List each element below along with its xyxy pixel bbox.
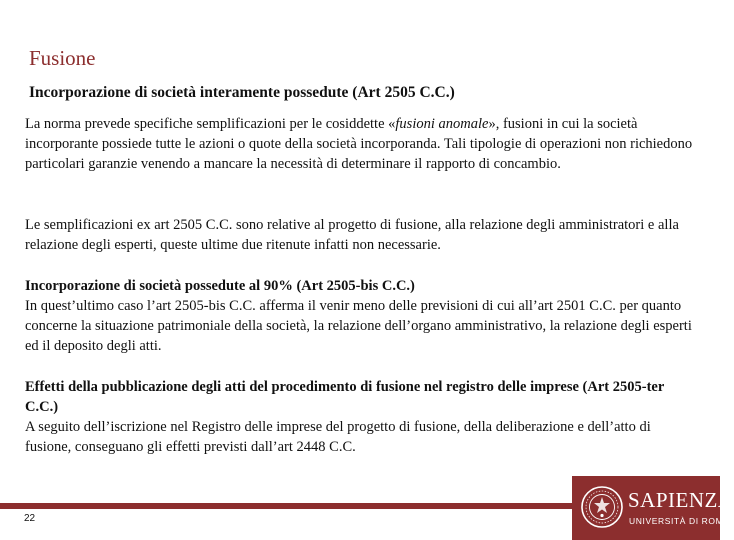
paragraph-text-after: », fusioni in cui la società incorporante possiede tutte le azioni o quote della società incorporanda. Tali tipologie di operazioni non richiedono particolari garanzie venendo a mancare la necessità di determinare il rapporto di concambio. xyxy=(25,116,693,172)
page-number: 22 xyxy=(24,513,36,524)
section-register-effects xyxy=(25,377,697,457)
section-text: A seguito dell’iscrizione nel Registro delle imprese del progetto di fusione, della deliberazione e dell’atto di fusione, conseguano gli effetti previsti dall’art 2448 C.C. xyxy=(25,419,651,455)
logo-name: SAPIENZA xyxy=(628,488,734,512)
paragraph-anomalous-mergers xyxy=(25,114,697,174)
section-heading: Incorporazione di società possedute al 90% (Art 2505-bis C.C.) xyxy=(25,278,415,294)
paragraph-text-before: La norma prevede specifiche semplificazioni per le cosiddette « xyxy=(25,116,396,132)
footer-divider xyxy=(0,503,572,509)
slide-subtitle: Incorporazione di società interamente possedute (Art 2505 C.C.) xyxy=(29,84,455,101)
paragraph-emphasis: fusioni anomale xyxy=(395,116,489,132)
university-seal-icon xyxy=(580,485,624,529)
university-logo xyxy=(572,476,734,540)
section-text: In quest’ultimo caso l’art 2505-bis C.C. afferma il venir meno delle previsioni di cui all’art 2501 C.C. per quanto concerne la situazione patrimoniale della società, la relazione dell’organo amministrativo, la relazione degli esperti ed il deposito degli atti. xyxy=(25,298,692,354)
section-heading: Effetti della pubblicazione degli atti del procedimento di fusione nel registro delle imprese (Art 2505-ter C.C.) xyxy=(25,379,665,415)
paragraph-simplifications: Le semplificazioni ex art 2505 C.C. sono relative al progetto di fusione, alla relazione degli amministratori e alla relazione degli esperti, queste ultime due ritenute infatti non necessarie. xyxy=(25,217,679,253)
section-90-percent xyxy=(25,276,697,356)
logo-subtitle: UNIVERSITÀ DI ROMA xyxy=(629,516,730,526)
slide-title: Fusione xyxy=(29,46,96,70)
